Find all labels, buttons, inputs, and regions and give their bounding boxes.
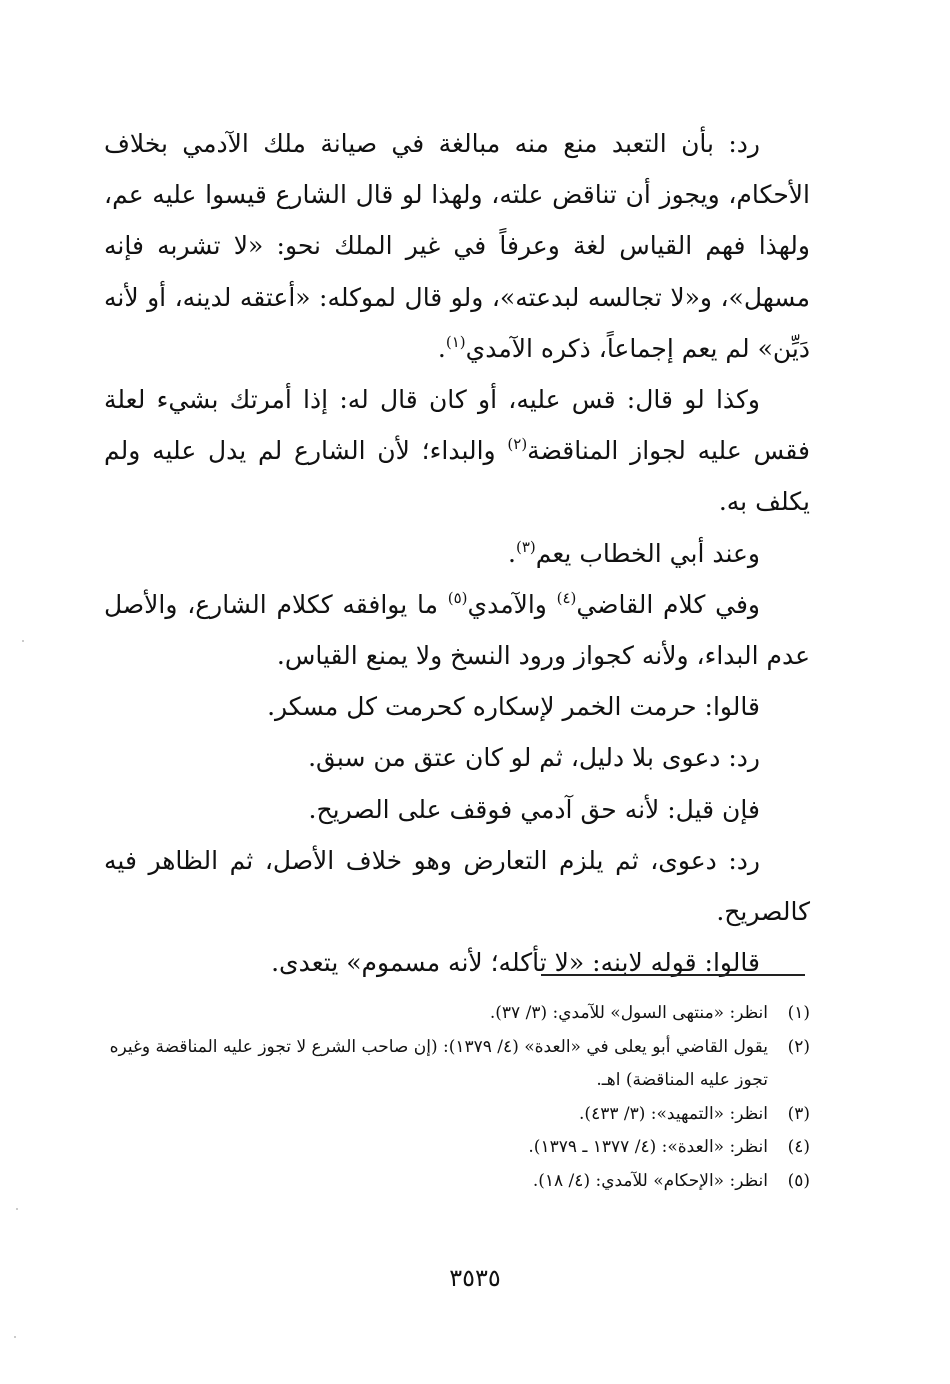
- footnote-ref-3: (٣): [515, 537, 536, 556]
- paragraph-2-text-a: وكذا لو قال: قس عليه، أو كان قال له: إذا أمرتك بشيء لعلة فقس عليه لجواز المناقضة: [104, 385, 810, 466]
- paragraph-8: رد: دعوى، ثم يلزم التعارض وهو خلاف الأصل، ثم الظاهر فيه كالصريح.: [104, 845, 810, 927]
- footnote-separator: [541, 974, 805, 976]
- footnote-number: (٣): [787, 1103, 810, 1124]
- footnote-1: [104, 997, 810, 1031]
- paragraph-2: [104, 374, 810, 528]
- scan-speck: [16, 1208, 18, 1210]
- paragraph-9: قالوا: قوله لابنه: «لا تأكله؛ لأنه مسموم» يتعدى.: [271, 948, 760, 978]
- page-number: ٣٥٣٥: [449, 1264, 501, 1292]
- paragraph-1: [104, 118, 810, 374]
- scan-speck: [22, 640, 24, 642]
- footnote-text: انظر: «العدة»: (٤/ ١٣٧٧ ـ ١٣٧٩).: [528, 1137, 768, 1157]
- paragraph-4-text-c: ما يوافقه ككلام الشارع، والأصل عدم البداء، ولأنه كجواز ورود النسخ ولا يمنع القياس.: [104, 589, 810, 671]
- paragraph-6: رد: دعوى بلا دليل، ثم لو كان عتق من سبق.: [308, 743, 760, 773]
- footnotes-section: [104, 997, 810, 1198]
- paragraph-5: قالوا: حرمت الخمر لإسكاره كحرمت كل مسكر.: [267, 692, 760, 722]
- footnote-ref-4: (٤): [556, 588, 577, 607]
- scan-speck: [14, 1336, 16, 1338]
- paragraph-4-text-b: والآمدي: [467, 589, 557, 619]
- paragraph-3: [104, 528, 810, 579]
- paragraph-4-text-a: وفي كلام القاضي: [576, 589, 760, 619]
- footnote-number: (٤): [787, 1137, 810, 1157]
- footnote-number: (١): [787, 1003, 810, 1023]
- footnote-ref-5: (٥): [447, 588, 468, 607]
- footnote-4: [104, 1131, 810, 1165]
- paragraph-3-end: .: [508, 538, 516, 568]
- footnote-ref-2: (٢): [507, 435, 528, 454]
- footnote-5: [104, 1165, 810, 1199]
- footnote-2: [104, 1031, 810, 1098]
- paragraph-1-text: رد: بأن التعبد منع منه مبالغة في صيانة ملك الآدمي بخلاف الأحكام، ويجوز أن تناقض علته، ولهذا لو قال الشارع قيسوا عليه عم، ولهذا فهم القياس لغة وعرفاً في غير الملك نحو: «لا تشربه فإنه مسهل»، و«لا تجالسه لبدعته»، ولو قال لموكله: «أعتقه لدينه، أو لأنه دَيِّن» لم يعم إجماعاً، ذكره الآمدي: [104, 129, 810, 363]
- footnote-text: انظر: «الإحكام» للآمدي: (٤/ ١٨).: [532, 1170, 768, 1191]
- footnote-number: (٥): [787, 1170, 810, 1191]
- footnote-text: انظر: «منتهى السول» للآمدي: (٣/ ٣٧).: [489, 1003, 768, 1023]
- footnote-text: انظر: «التمهيد»: (٣/ ٤٣٣).: [579, 1103, 768, 1124]
- footnote-text: يقول القاضي أبو يعلى في «العدة» (٤/ ١٣٧٩): (إن صاحب الشرع لا تجوز عليه المناقضة وغيره تجوز عليه المناقضة) اهـ.: [109, 1036, 768, 1090]
- footnote-3: [104, 1098, 810, 1132]
- paragraph-3-text: وعند أبي الخطاب يعم: [535, 538, 760, 568]
- paragraph-2-text-b: والبداء؛ لأن الشارع لم يدل عليه ولم يكلف به.: [104, 436, 810, 517]
- paragraph-4: [104, 579, 810, 681]
- paragraph-7: فإن قيل: لأنه حق آدمي فوقف على الصريح.: [308, 794, 760, 824]
- main-text: [104, 118, 810, 988]
- footnote-number: (٢): [787, 1036, 810, 1057]
- footnote-ref-1: (١): [445, 332, 466, 351]
- paragraph-1-end: .: [437, 333, 446, 363]
